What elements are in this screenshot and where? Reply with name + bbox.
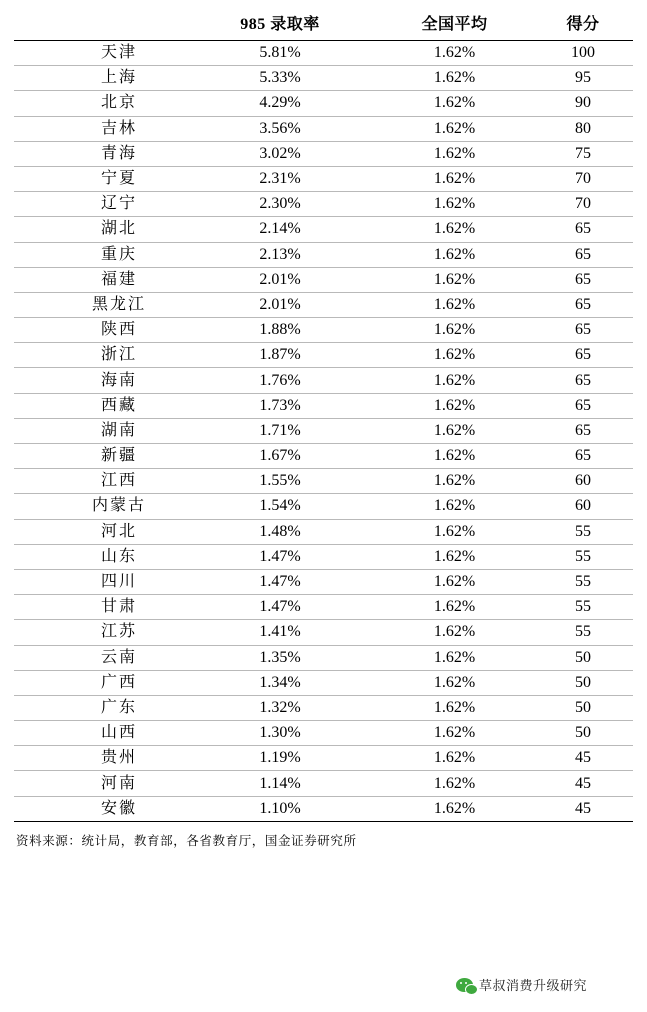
cell-average: 1.62% (376, 746, 533, 771)
cell-score: 65 (533, 267, 633, 292)
cell-rate: 1.47% (184, 569, 376, 594)
brand-label: 草叔消费升级研究 (478, 978, 587, 993)
table-header-row (14, 6, 633, 41)
cell-score: 55 (533, 544, 633, 569)
cell-score: 50 (533, 645, 633, 670)
cell-score: 100 (533, 41, 633, 66)
cell-average: 1.62% (376, 343, 533, 368)
cell-average: 1.62% (376, 444, 533, 469)
cell-rate: 1.10% (184, 796, 376, 821)
table-row (14, 267, 633, 292)
table-row (14, 519, 633, 544)
cell-average: 1.62% (376, 217, 533, 242)
cell-rate: 1.14% (184, 771, 376, 796)
cell-average: 1.62% (376, 267, 533, 292)
cell-average: 1.62% (376, 796, 533, 821)
cell-average: 1.62% (376, 166, 533, 191)
cell-region: 西藏 (14, 393, 184, 418)
cell-region: 海南 (14, 368, 184, 393)
cell-score: 75 (533, 141, 633, 166)
cell-region: 浙江 (14, 343, 184, 368)
cell-region: 河南 (14, 771, 184, 796)
cell-average: 1.62% (376, 192, 533, 217)
cell-rate: 1.76% (184, 368, 376, 393)
cell-average: 1.62% (376, 670, 533, 695)
cell-rate: 1.30% (184, 721, 376, 746)
cell-score: 65 (533, 242, 633, 267)
cell-score: 65 (533, 368, 633, 393)
cell-region: 湖北 (14, 217, 184, 242)
admission-rate-table (14, 6, 633, 822)
table-row (14, 746, 633, 771)
cell-rate: 1.88% (184, 318, 376, 343)
table-row (14, 217, 633, 242)
cell-score: 55 (533, 569, 633, 594)
table-row (14, 141, 633, 166)
table-row (14, 670, 633, 695)
cell-rate: 2.31% (184, 166, 376, 191)
cell-region: 新疆 (14, 444, 184, 469)
cell-rate: 1.32% (184, 695, 376, 720)
cell-rate: 1.73% (184, 393, 376, 418)
cell-score: 65 (533, 292, 633, 317)
cell-score: 80 (533, 116, 633, 141)
cell-rate: 3.56% (184, 116, 376, 141)
table-row (14, 318, 633, 343)
cell-average: 1.62% (376, 494, 533, 519)
cell-rate: 1.47% (184, 595, 376, 620)
table-row (14, 771, 633, 796)
cell-rate: 1.34% (184, 670, 376, 695)
table-row (14, 192, 633, 217)
cell-rate: 1.87% (184, 343, 376, 368)
cell-region: 湖南 (14, 418, 184, 443)
cell-average: 1.62% (376, 242, 533, 267)
cell-region: 内蒙古 (14, 494, 184, 519)
cell-region: 江西 (14, 469, 184, 494)
table-row (14, 41, 633, 66)
cell-average: 1.62% (376, 695, 533, 720)
table-row (14, 393, 633, 418)
cell-region: 山西 (14, 721, 184, 746)
cell-region: 广西 (14, 670, 184, 695)
cell-average: 1.62% (376, 116, 533, 141)
cell-region: 重庆 (14, 242, 184, 267)
cell-score: 65 (533, 393, 633, 418)
cell-rate: 1.54% (184, 494, 376, 519)
footer-brand (456, 975, 587, 994)
cell-region: 青海 (14, 141, 184, 166)
cell-score: 60 (533, 469, 633, 494)
table-row (14, 695, 633, 720)
cell-region: 上海 (14, 66, 184, 91)
table-row (14, 242, 633, 267)
table-row (14, 66, 633, 91)
table-body (14, 41, 633, 822)
cell-average: 1.62% (376, 418, 533, 443)
cell-score: 60 (533, 494, 633, 519)
cell-rate: 2.14% (184, 217, 376, 242)
cell-score: 50 (533, 695, 633, 720)
cell-rate: 1.35% (184, 645, 376, 670)
cell-region: 云南 (14, 645, 184, 670)
cell-score: 65 (533, 444, 633, 469)
cell-rate: 5.81% (184, 41, 376, 66)
cell-average: 1.62% (376, 721, 533, 746)
table-row (14, 494, 633, 519)
cell-average: 1.62% (376, 771, 533, 796)
table-row (14, 796, 633, 821)
cell-average: 1.62% (376, 393, 533, 418)
cell-rate: 2.30% (184, 192, 376, 217)
table-row (14, 645, 633, 670)
cell-region: 四川 (14, 569, 184, 594)
cell-score: 50 (533, 721, 633, 746)
cell-score: 70 (533, 166, 633, 191)
cell-region: 福建 (14, 267, 184, 292)
cell-rate: 2.01% (184, 292, 376, 317)
cell-average: 1.62% (376, 469, 533, 494)
cell-average: 1.62% (376, 91, 533, 116)
column-header-average: 全国平均 (376, 6, 533, 41)
cell-average: 1.62% (376, 620, 533, 645)
source-note: 资料来源：统计局，教育部，各省教育厅，国金证券研究所 (16, 833, 357, 848)
cell-average: 1.62% (376, 41, 533, 66)
document-sheet (0, 6, 647, 1012)
cell-average: 1.62% (376, 519, 533, 544)
table-row (14, 116, 633, 141)
cell-rate: 3.02% (184, 141, 376, 166)
cell-average: 1.62% (376, 318, 533, 343)
cell-rate: 1.19% (184, 746, 376, 771)
table-row (14, 166, 633, 191)
cell-region: 甘肃 (14, 595, 184, 620)
table-row (14, 91, 633, 116)
cell-region: 贵州 (14, 746, 184, 771)
cell-rate: 1.55% (184, 469, 376, 494)
cell-rate: 5.33% (184, 66, 376, 91)
column-header-region (14, 6, 184, 41)
cell-score: 65 (533, 343, 633, 368)
cell-region: 黑龙江 (14, 292, 184, 317)
table-row (14, 343, 633, 368)
cell-score: 55 (533, 595, 633, 620)
cell-average: 1.62% (376, 595, 533, 620)
cell-region: 广东 (14, 695, 184, 720)
cell-average: 1.62% (376, 544, 533, 569)
cell-score: 65 (533, 217, 633, 242)
cell-region: 天津 (14, 41, 184, 66)
cell-score: 45 (533, 796, 633, 821)
table-row (14, 368, 633, 393)
table-row (14, 444, 633, 469)
cell-score: 65 (533, 418, 633, 443)
cell-region: 河北 (14, 519, 184, 544)
cell-average: 1.62% (376, 569, 533, 594)
cell-average: 1.62% (376, 645, 533, 670)
table-row (14, 595, 633, 620)
cell-average: 1.62% (376, 66, 533, 91)
column-header-score: 得分 (533, 6, 633, 41)
cell-rate: 1.71% (184, 418, 376, 443)
table-row (14, 620, 633, 645)
table-header (14, 6, 633, 41)
cell-score: 70 (533, 192, 633, 217)
table-row (14, 569, 633, 594)
cell-rate: 1.41% (184, 620, 376, 645)
table-row (14, 292, 633, 317)
cell-region: 辽宁 (14, 192, 184, 217)
cell-score: 45 (533, 771, 633, 796)
cell-average: 1.62% (376, 368, 533, 393)
table-row (14, 721, 633, 746)
cell-rate: 1.47% (184, 544, 376, 569)
cell-average: 1.62% (376, 141, 533, 166)
cell-rate: 4.29% (184, 91, 376, 116)
table-row (14, 544, 633, 569)
cell-rate: 1.48% (184, 519, 376, 544)
cell-region: 江苏 (14, 620, 184, 645)
cell-score: 45 (533, 746, 633, 771)
cell-score: 65 (533, 318, 633, 343)
cell-score: 50 (533, 670, 633, 695)
cell-score: 90 (533, 91, 633, 116)
cell-average: 1.62% (376, 292, 533, 317)
cell-region: 宁夏 (14, 166, 184, 191)
cell-region: 安徽 (14, 796, 184, 821)
cell-rate: 1.67% (184, 444, 376, 469)
cell-score: 55 (533, 620, 633, 645)
cell-region: 山东 (14, 544, 184, 569)
cell-rate: 2.13% (184, 242, 376, 267)
column-header-rate: 985 录取率 (184, 6, 376, 41)
cell-score: 95 (533, 66, 633, 91)
table-row (14, 418, 633, 443)
cell-region: 吉林 (14, 116, 184, 141)
cell-score: 55 (533, 519, 633, 544)
cell-region: 陕西 (14, 318, 184, 343)
table-row (14, 469, 633, 494)
wechat-icon (456, 978, 473, 992)
cell-rate: 2.01% (184, 267, 376, 292)
cell-region: 北京 (14, 91, 184, 116)
